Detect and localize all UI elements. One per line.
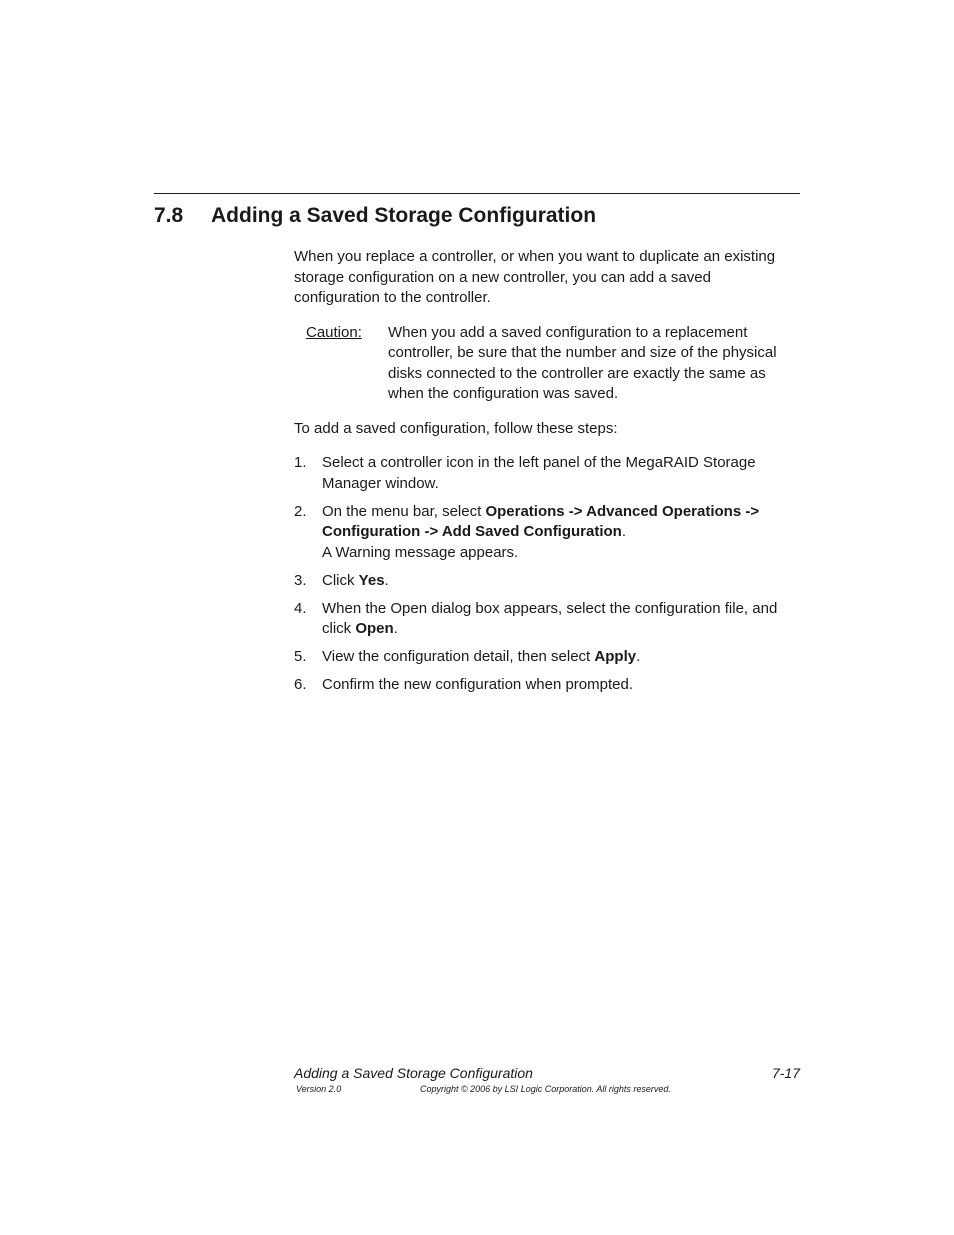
step-item xyxy=(294,502,800,564)
caution-block xyxy=(294,323,800,405)
step-text: View the configuration detail, then select xyxy=(322,648,595,665)
step-number: 3. xyxy=(294,571,307,589)
yes-label: Yes xyxy=(358,571,385,589)
step-text: Select a controller icon in the left panel of the MegaRAID Storage Manager window. xyxy=(322,454,756,492)
steps-intro: To add a saved configuration, follow these steps: xyxy=(294,419,618,437)
step-item xyxy=(294,571,800,592)
footer-copyright: Copyright © 2006 by LSI Logic Corporation. All rights reserved. xyxy=(420,1084,671,1094)
header-rule xyxy=(154,193,800,194)
step-text: When the Open dialog box appears, select the configuration file, and click xyxy=(322,599,778,637)
step-text: Click xyxy=(322,571,359,589)
step-item xyxy=(294,647,800,668)
step-number: 1. xyxy=(294,454,307,471)
step-item xyxy=(294,599,800,640)
step-content xyxy=(322,571,800,592)
body-text xyxy=(294,247,800,703)
caution-text: When you add a saved configuration to a replacement controller, be sure that the number and size of the physical disks connected to the controller are exactly the same as when the configuration was saved. xyxy=(388,323,777,402)
step-punct: . xyxy=(384,571,389,589)
footer-title: Adding a Saved Storage Configuration xyxy=(294,1065,533,1081)
step-punct: . xyxy=(621,523,627,540)
step-number: 5. xyxy=(294,648,307,665)
apply-label: Apply xyxy=(594,648,637,665)
step-punct: . xyxy=(636,648,641,665)
section-title: Adding a Saved Storage Configuration xyxy=(211,204,597,227)
section-heading xyxy=(154,204,596,228)
steps-list xyxy=(294,453,800,696)
step-number: 4. xyxy=(294,599,307,617)
caution-label: Caution: xyxy=(306,323,362,341)
step-note: A Warning message appears. xyxy=(322,543,519,561)
intro-paragraph: When you replace a controller, or when you want to duplicate an existing storage configuration on a new controller, you can add a saved configuration to the controller. xyxy=(294,248,776,306)
step-item xyxy=(294,453,800,494)
footer-version: Version 2.0 xyxy=(296,1084,342,1094)
page-number: 7-17 xyxy=(771,1065,800,1081)
open-label: Open xyxy=(355,620,394,637)
step-content xyxy=(322,599,800,640)
step-content xyxy=(322,502,800,564)
step-text: On the menu bar, select xyxy=(322,502,486,520)
step-number: 2. xyxy=(294,502,307,520)
step-text: Confirm the new configuration when prompted. xyxy=(322,676,634,693)
menu-path: Operations -> Advanced Operations -> Configuration -> Add Saved Configuration xyxy=(322,502,760,540)
step-punct: . xyxy=(393,620,398,637)
step-content xyxy=(322,647,800,668)
step-number: 6. xyxy=(294,676,307,693)
section-number: 7.8 xyxy=(154,204,184,227)
step-item xyxy=(294,675,800,696)
